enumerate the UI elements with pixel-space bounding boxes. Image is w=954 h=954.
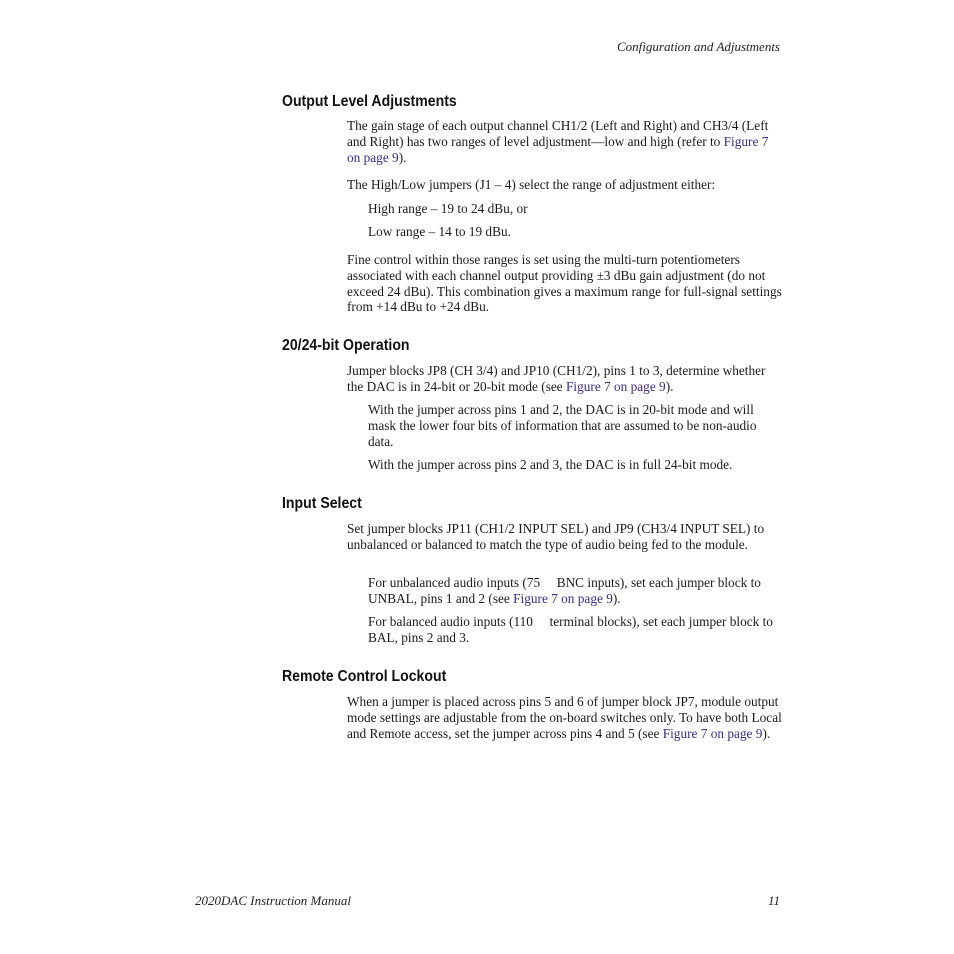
input-select-item-balanced: For balanced audio inputs (110 terminal blocks), set each jumper block to BAL, pins 2 and 3.: [368, 614, 773, 645]
section-heading-input-select: Input Select: [282, 495, 362, 512]
input-select-item-unbalanced: For unbalanced audio inputs (75 BNC inputs), set each jumper block to UNBAL, pins 1 and 2 (see Figure 7 on page 9).: [368, 575, 761, 606]
footer-manual-title: 2020DAC Instruction Manual: [195, 893, 351, 908]
output-level-paragraph-2: The High/Low jumpers (J1 – 4) select the range of adjustment either:: [347, 177, 716, 192]
figure-7-link[interactable]: Figure 7 on page 9: [662, 725, 763, 741]
high-range-item: High range – 19 to 24 dBu, or: [368, 201, 528, 216]
output-level-paragraph-3: Fine control within those ranges is set using the multi-turn potentiometers associated with each channel output providing ±3 dBu gain adjustment (do not exceed 24 dBu). This combination gives a maximum range for full-signal settings from +14 dBu to +24 dBu.: [347, 252, 782, 315]
output-level-paragraph-1: The gain stage of each output channel CH1/2 (Left and Right) and CH3/4 (Left and Right) has two ranges of level adjustment—low and high (refer to Figure 7 on page 9).: [347, 118, 769, 165]
figure-7-link[interactable]: Figure 7 on page 9: [513, 590, 613, 606]
bit-operation-paragraph-1: Jumper blocks JP8 (CH 3/4) and JP10 (CH1/2), pins 1 to 3, determine whether the DAC is in 24-bit or 20-bit mode (see Figure 7 on page 9).: [347, 363, 766, 394]
section-heading-remote-lockout: Remote Control Lockout: [282, 668, 447, 685]
section-heading-bit-operation: 20/24-bit Operation: [282, 337, 410, 354]
section-heading-output-level: Output Level Adjustments: [282, 93, 457, 110]
input-select-paragraph-1: Set jumper blocks JP11 (CH1/2 INPUT SEL) and JP9 (CH3/4 INPUT SEL) to unbalanced or balanced to match the type of audio being fed to the module.: [347, 521, 765, 552]
running-header: Configuration and Adjustments: [617, 39, 780, 54]
figure-7-link[interactable]: Figure 7 on page 9: [566, 378, 666, 394]
bit-operation-item-24bit: With the jumper across pins 2 and 3, the DAC is in full 24-bit mode.: [368, 457, 733, 472]
low-range-item: Low range – 14 to 19 dBu.: [368, 224, 511, 239]
figure-7-link[interactable]: Figure 7 on page 9: [347, 133, 769, 165]
bit-operation-item-20bit: With the jumper across pins 1 and 2, the DAC is in 20-bit mode and will mask the lower four bits of information that are assumed to be non-audio data.: [368, 402, 757, 449]
remote-lockout-paragraph-1: When a jumper is placed across pins 5 and 6 of jumper block JP7, module output mode settings are adjustable from the on-board switches only. To have both Local and Remote access, set the jumper across pins 4 and 5 (see Figure 7 on page 9).: [347, 694, 782, 741]
page-number: 11: [767, 893, 780, 908]
